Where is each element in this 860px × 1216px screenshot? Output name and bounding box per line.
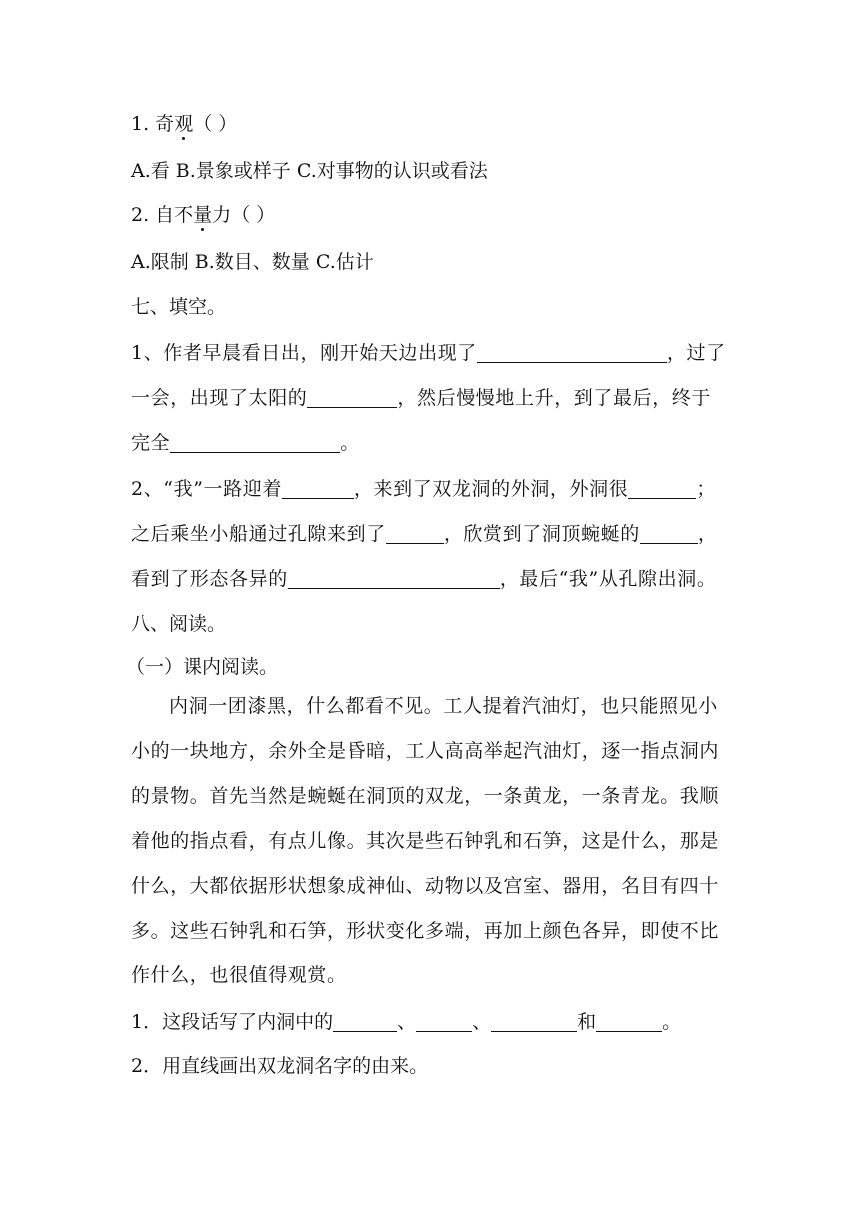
reading-q1-blank-2[interactable]: [416, 1012, 472, 1032]
vocab-q1-number: 1.: [131, 113, 156, 135]
passage-line-4: 着他的指点看，有点儿像。其次是些石钟乳和石笋，这是什么，那是: [131, 830, 720, 852]
fill-q2-line1: [131, 479, 716, 499]
fill-q1-line1: [131, 343, 726, 363]
section8-subheading: （一）课内阅读。: [126, 656, 279, 678]
fill-q1-blank-3[interactable]: [170, 433, 340, 453]
fill-q2-blank-2[interactable]: [628, 479, 696, 499]
passage-line-5: 什么，大都依据形状想象成神仙、动物以及宫室、器用，名目有四十: [131, 875, 720, 897]
vocab-q2-answer-paren[interactable]: （ ）: [231, 204, 276, 226]
vocab-q1-char: 奇: [155, 113, 175, 135]
fill-q1-line3: [131, 433, 360, 453]
fill-q2-blank-4[interactable]: [640, 524, 698, 544]
fill-q2-text-f: ，: [697, 523, 718, 545]
fill-q1-text-e: 完全: [131, 432, 171, 454]
vocab-q2-dotted-char: 量: [193, 204, 213, 226]
passage-line-2: 小的一块地方，余外全是昏暗，工人高高举起汽油灯，逐一指点洞内: [131, 740, 720, 762]
section7-heading: 七、填空。: [131, 296, 227, 318]
fill-q2-text-e: ，欣赏到了洞顶蜿蜒的: [443, 523, 640, 545]
fill-q1-blank-1[interactable]: [477, 343, 667, 363]
reading-q1-sep2: 、: [472, 1011, 492, 1033]
passage-line-3: 的景物。首先当然是蜿蜒在洞顶的双龙，一条黄龙，一条青龙。我顺: [131, 785, 720, 807]
reading-q1-blank-4[interactable]: [596, 1012, 662, 1032]
fill-q1-text-c: 一会，出现了太阳的: [131, 387, 308, 409]
fill-q2-blank-5[interactable]: [288, 569, 500, 589]
vocab-q2-post: 力: [212, 204, 232, 226]
fill-q1-text-f: 。: [340, 432, 360, 454]
fill-q2-blank-1[interactable]: [282, 479, 354, 499]
fill-q2-text-h: ，最后“我”从孔隙出洞。: [499, 568, 717, 590]
reading-q1-sep1: 、: [397, 1011, 417, 1033]
passage-line-6: 多。这些石钟乳和石笋，形状变化多端，再加上颜色各异，即使不比: [131, 920, 720, 942]
fill-q2-line3: [131, 569, 716, 589]
fill-q2-blank-3[interactable]: [386, 524, 444, 544]
fill-q1-text-d: ，然后慢慢地上升，到了最后，终于: [397, 387, 712, 409]
fill-q1-blank-2[interactable]: [307, 388, 397, 408]
reading-q1-blank-1[interactable]: [333, 1012, 397, 1032]
fill-q2-text-c: ；: [696, 478, 716, 500]
vocab-q1-answer-paren[interactable]: （ ）: [193, 113, 238, 135]
passage-text: 内洞一团漆黑，什么都看不见。工人提着汽油灯，也只能照见小: [169, 695, 718, 717]
fill-q2-text-a: 2、“我”一路迎着: [131, 478, 282, 500]
section8-heading: 八、阅读。: [131, 613, 227, 635]
reading-q1-end: 。: [662, 1011, 682, 1033]
vocab-q2-number: 2.: [131, 204, 156, 226]
fill-q2-line2: [131, 524, 717, 544]
fill-q2-text-d: 之后乘坐小船通过孔隙来到了: [131, 523, 386, 545]
reading-q1-and: 和: [577, 1011, 597, 1033]
passage-line-7: 作什么，也很值得观赏。: [131, 964, 347, 986]
fill-q1-text-b: ，过了: [666, 342, 726, 364]
fill-q2-text-g: 看到了形态各异的: [131, 568, 288, 590]
vocab-q2-pre: 自不: [155, 204, 194, 226]
reading-q1-text: 1．这段话写了内洞中的: [131, 1011, 334, 1033]
fill-q1-text-a: 1、作者早晨看日出，刚开始天边出现了: [131, 342, 477, 364]
vocab-q1-options: A.看 B.景象或样子 C.对事物的认识或看法: [131, 160, 488, 182]
fill-q2-text-b: ，来到了双龙洞的外洞，外洞很: [353, 478, 629, 500]
fill-q1-line2: [131, 388, 711, 408]
reading-q1-blank-3[interactable]: [491, 1012, 577, 1032]
vocab-question-1: [131, 115, 237, 134]
passage-line-1: [131, 697, 718, 716]
vocab-question-2: [131, 206, 275, 225]
reading-question-2: 2．用直线画出双龙洞名字的由来。: [131, 1055, 429, 1077]
vocab-q2-options: A.限制 B.数目、数量 C.估计: [131, 251, 374, 273]
vocab-q1-dotted-char: 观: [174, 113, 194, 135]
reading-question-1: [131, 1012, 681, 1032]
